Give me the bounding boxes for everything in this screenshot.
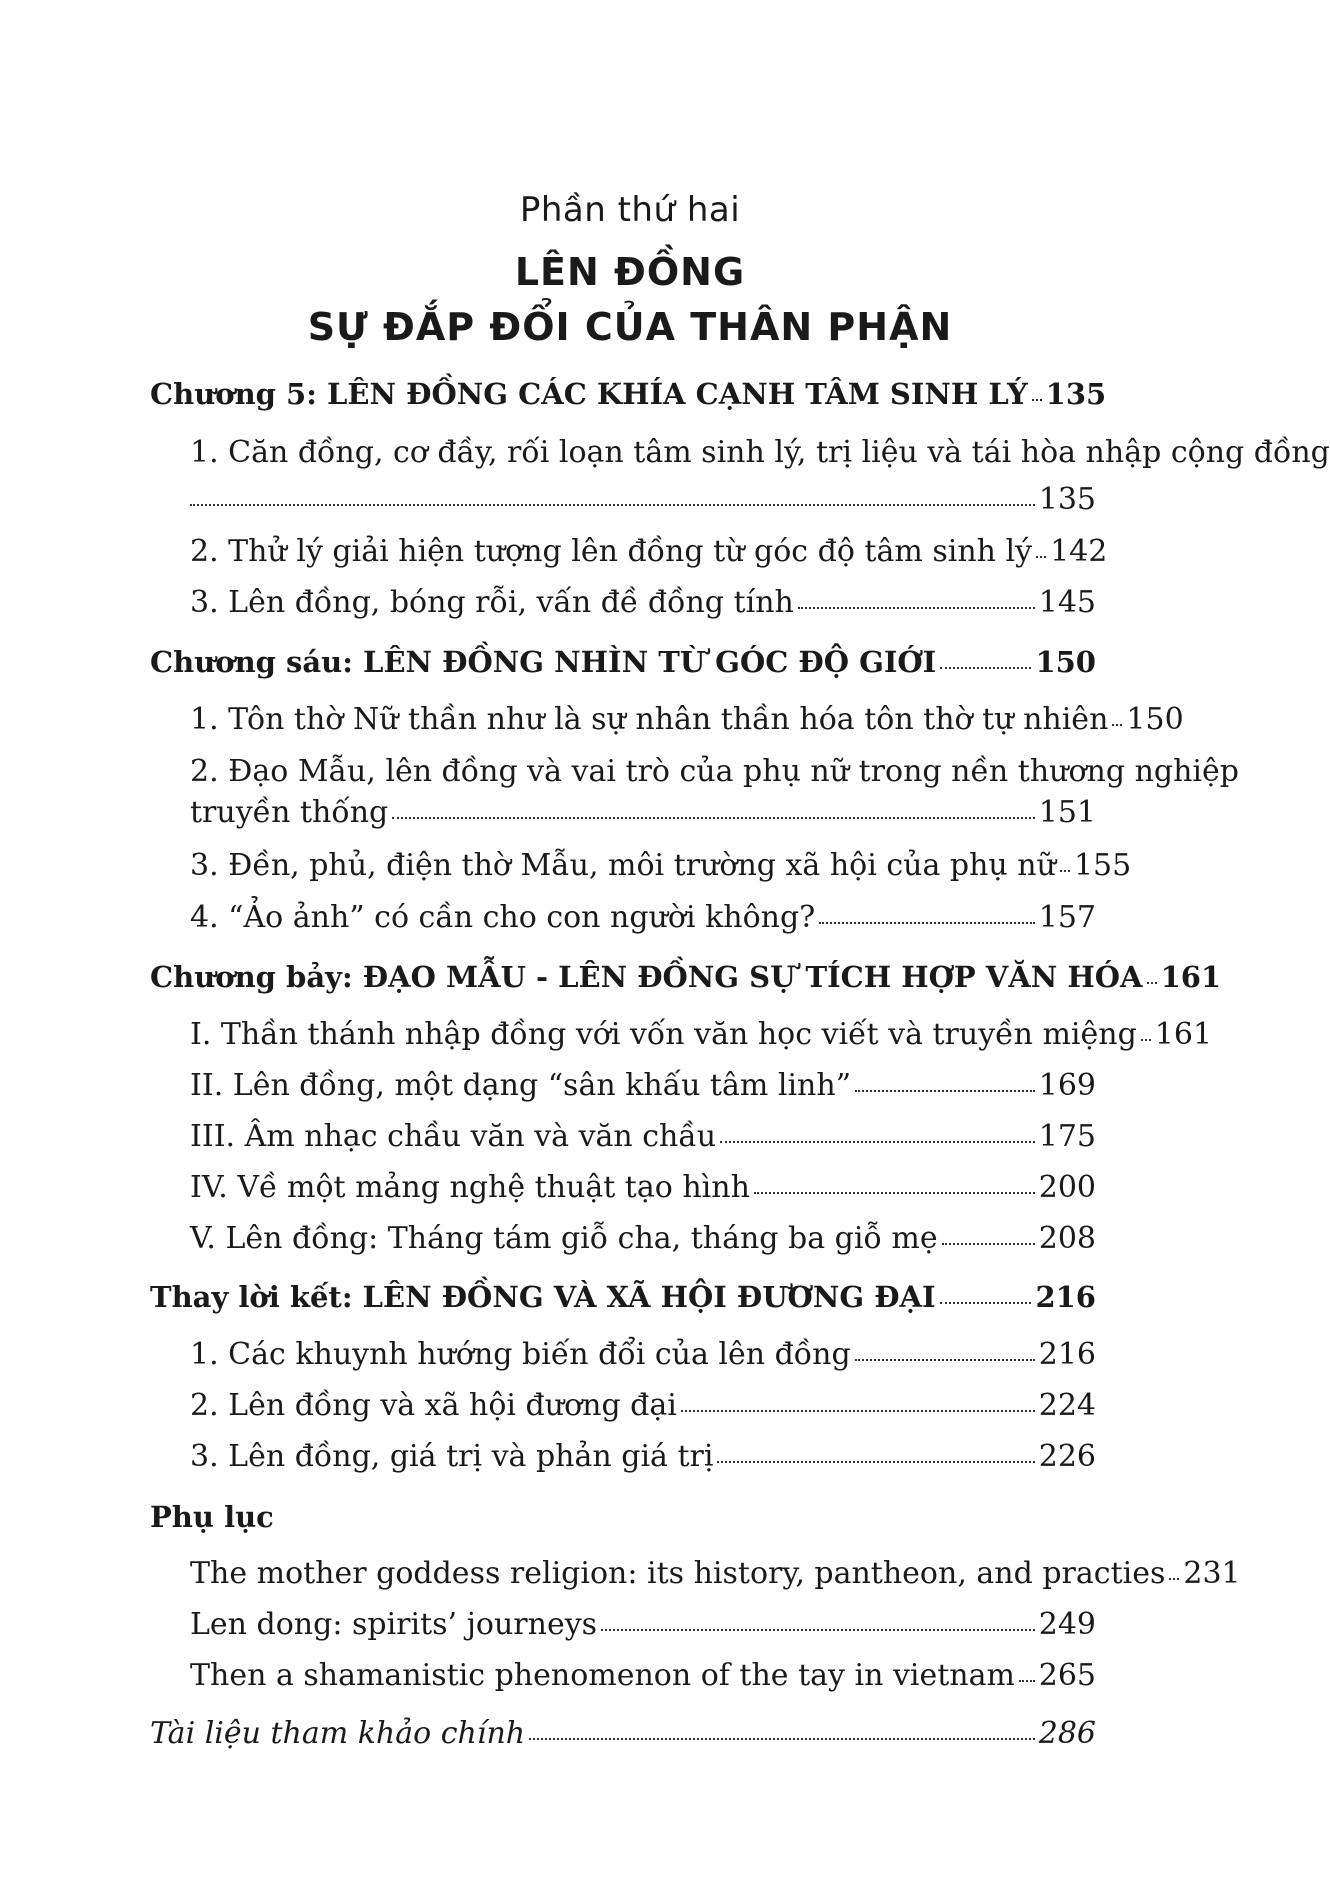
toc-page-number: 161 <box>1154 1017 1213 1052</box>
toc-page-number: 208 <box>1038 1221 1096 1256</box>
dot-leader <box>717 1461 1034 1463</box>
toc-entry-title: 4. “Ảo ảnh” có cần cho con người không? <box>190 900 816 935</box>
dot-leader <box>942 1243 1035 1245</box>
toc-entry-title: I. Thần thánh nhập đồng với vốn văn học viết và truyền miệng <box>190 1017 1137 1052</box>
toc-entry-end-2 <box>190 1388 1096 1423</box>
dot-leader <box>1141 1039 1151 1041</box>
dot-leader <box>1032 399 1042 401</box>
toc-entry-title: Then a shamanistic phenomenon of the tay in vietnam <box>190 1658 1015 1693</box>
dot-leader <box>529 1738 1035 1740</box>
toc-page-number: 161 <box>1160 960 1222 994</box>
toc-page-number: 224 <box>1038 1388 1096 1423</box>
toc-page-number: 145 <box>1038 585 1096 620</box>
part-title-line2: SỰ ĐẮP ĐỔI CỦA THÂN PHẬN <box>307 305 953 349</box>
toc-entry-title: Chương 5: LÊN ĐỒNG CÁC KHÍA CẠNH TÂM SINH LÝ <box>150 377 1028 411</box>
part-label: Phần thứ hai <box>519 190 741 230</box>
part-title-line1: LÊN ĐỒNG <box>514 250 746 294</box>
toc-entry-title: Chương sáu: LÊN ĐỒNG NHÌN TỪ GÓC ĐỘ GIỚI <box>150 645 937 679</box>
toc-page-number: 157 <box>1038 900 1096 935</box>
toc-page-number: 175 <box>1038 1119 1096 1154</box>
dot-leader <box>1060 870 1070 872</box>
toc-entry-app-2 <box>190 1607 1096 1642</box>
toc-page-number: 135 <box>1045 377 1107 411</box>
toc-entry-5-1-line2 <box>190 482 1096 517</box>
dot-leader <box>855 1359 1035 1361</box>
toc-entry-6-2-line1: 2. Đạo Mẫu, lên đồng và vai trò của phụ nữ trong nền thương nghiệp <box>190 754 1239 789</box>
toc-page-number: 169 <box>1038 1068 1096 1103</box>
toc-page-number: 155 <box>1073 848 1132 883</box>
toc-entry-end-3 <box>190 1439 1096 1474</box>
toc-entry-7-4 <box>190 1170 1096 1205</box>
toc-entry-end-1 <box>190 1337 1096 1372</box>
toc-entry-title: Thay lời kết: LÊN ĐỒNG VÀ XÃ HỘI ĐƯƠNG ĐẠI <box>150 1280 936 1314</box>
toc-page-number: 150 <box>1126 702 1184 737</box>
toc-entry-7-5 <box>190 1221 1096 1256</box>
dot-leader <box>754 1192 1035 1194</box>
toc-entry-title: 3. Lên đồng, bóng rỗi, vấn đề đồng tính <box>190 585 794 620</box>
toc-entry-title: IV. Về một mảng nghệ thuật tạo hình <box>190 1170 750 1205</box>
dot-leader <box>601 1629 1035 1631</box>
dot-leader <box>1112 724 1122 726</box>
toc-entry-6-3 <box>190 848 1132 883</box>
toc-entry-title: 3. Lên đồng, giá trị và phản giá trị <box>190 1439 714 1474</box>
toc-page-number: 249 <box>1038 1607 1096 1642</box>
toc-entry-app-3 <box>190 1658 1096 1693</box>
toc-entry-title: 2. Thử lý giải hiện tượng lên đồng từ góc độ tâm sinh lý <box>190 534 1033 569</box>
toc-entry-title: II. Lên đồng, một dạng “sân khấu tâm linh” <box>190 1068 852 1103</box>
toc-entry-title: Len dong: spirits’ journeys <box>190 1607 598 1642</box>
dot-leader <box>1019 1680 1035 1682</box>
toc-entry-7-2 <box>190 1068 1096 1103</box>
toc-page-number: 150 <box>1035 645 1096 679</box>
toc-entry-5-1-line1: 1. Căn đồng, cơ đầy, rối loạn tâm sinh lý, trị liệu và tái hòa nhập cộng đồng <box>190 435 1330 470</box>
toc-entry-7-1 <box>190 1017 1213 1052</box>
toc-conclusion <box>150 1280 1096 1314</box>
dot-leader <box>1147 982 1157 984</box>
toc-entry-title: V. Lên đồng: Tháng tám giỗ cha, tháng ba giỗ mẹ <box>190 1221 938 1256</box>
dot-leader <box>940 667 1031 669</box>
toc-page-number: 265 <box>1038 1658 1096 1693</box>
toc-page-number: 135 <box>1038 482 1096 517</box>
toc-entry-title: III. Âm nhạc chầu văn và văn chầu <box>190 1119 717 1154</box>
toc-entry-title: 1. Tôn thờ Nữ thần như là sự nhân thần hóa tôn thờ tự nhiên <box>190 702 1109 737</box>
toc-chapter-6 <box>150 645 1096 679</box>
toc-references <box>150 1716 1096 1751</box>
toc-page-number: 226 <box>1038 1439 1096 1474</box>
toc-chapter-7 <box>150 960 1222 994</box>
toc-entry-6-4 <box>190 900 1096 935</box>
dot-leader <box>681 1410 1035 1412</box>
toc-entry-title: The mother goddess religion: its history, pantheon, and practies <box>190 1556 1166 1591</box>
toc-page-number: 216 <box>1035 1280 1096 1314</box>
toc-entry-6-1 <box>190 702 1184 737</box>
toc-entry-title: Tài liệu tham khảo chính <box>150 1716 526 1751</box>
toc-page-number: 231 <box>1183 1556 1241 1591</box>
dot-leader <box>720 1141 1035 1143</box>
toc-page-number: 151 <box>1038 795 1096 830</box>
dot-leader <box>798 607 1035 609</box>
toc-entry-5-2 <box>190 534 1108 569</box>
toc-entry-app-1 <box>190 1556 1241 1591</box>
toc-entry-6-2-line2 <box>190 795 1096 830</box>
dot-leader <box>392 817 1034 819</box>
toc-entry-title: truyền thống <box>190 795 389 830</box>
toc-entry-title: 1. Các khuynh hướng biến đổi của lên đồng <box>190 1337 851 1372</box>
toc-entry-7-3 <box>190 1119 1096 1154</box>
toc-entry-title: Chương bảy: ĐẠO MẪU - LÊN ĐỒNG SỰ TÍCH HỢP VĂN HÓA <box>150 960 1143 994</box>
dot-leader <box>855 1090 1035 1092</box>
toc-page-number: 142 <box>1050 534 1108 569</box>
toc-page-number: 200 <box>1038 1170 1096 1205</box>
dot-leader <box>1036 556 1046 558</box>
toc-page-number: 286 <box>1038 1716 1096 1751</box>
toc-chapter-5 <box>150 377 1107 411</box>
toc-entry-title: 2. Lên đồng và xã hội đương đại <box>190 1388 677 1423</box>
toc-page-number: 216 <box>1038 1337 1096 1372</box>
dot-leader <box>819 922 1034 924</box>
dot-leader <box>940 1302 1032 1304</box>
toc-appendix-heading: Phụ lục <box>150 1500 274 1534</box>
toc-entry-title: 3. Đền, phủ, điện thờ Mẫu, môi trường xã hội của phụ nữ <box>190 848 1056 883</box>
dot-leader <box>1169 1578 1179 1580</box>
dot-leader <box>190 504 1035 506</box>
toc-entry-5-3 <box>190 585 1096 620</box>
